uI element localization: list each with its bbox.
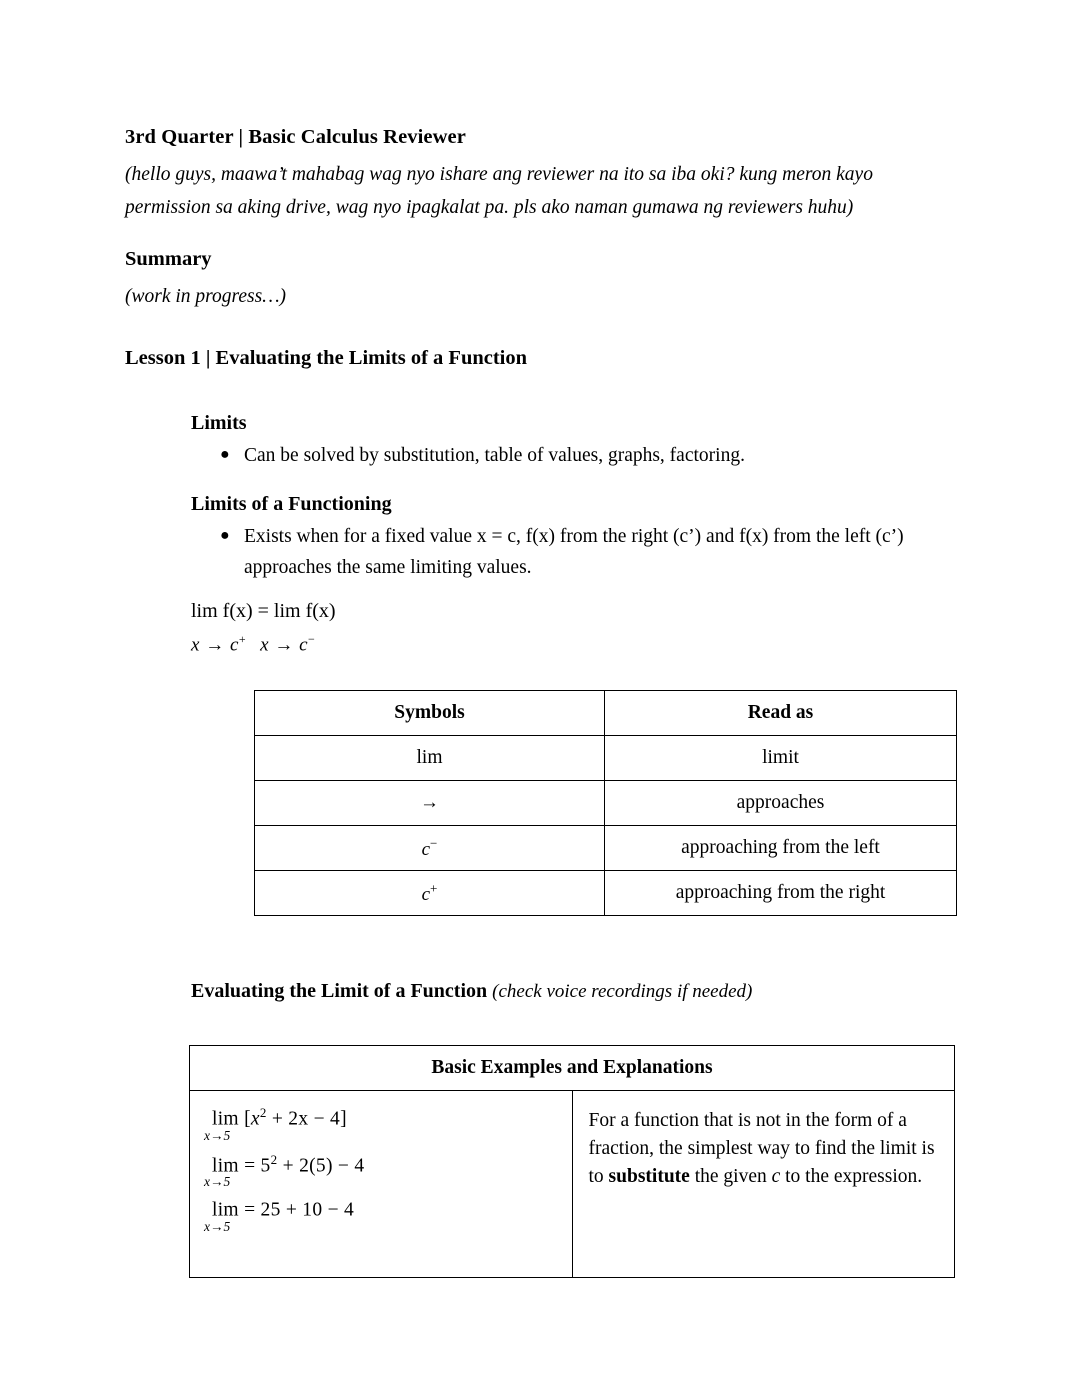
math-line-subscript: x→5 [204,1218,231,1234]
table-row [255,826,957,871]
bullet-icon: ● [220,446,230,463]
summary-heading: Summary [125,248,212,270]
math-line-subscript: x→5 [204,1127,231,1143]
limit-equation-subscripts [191,626,336,658]
limit-left-arrow-icon: → [205,634,225,656]
list-item-label: Can be solved by substitution, table of values, graphs, factoring. [244,445,745,466]
table-header-row [190,1046,955,1091]
author-note: (hello guys, maawa’t mahabag wag nyo ishare ang reviewer na ito sa iba oki? kung meron kayo permission sa aking drive, wag nyo ipagkalat pa. pls ako naman gumawa ng reviewers huhu) [125,164,873,218]
column-header-basic-examples: Basic Examples and Explanations [190,1046,955,1091]
table-row [255,871,957,916]
examples-table [189,1045,955,1278]
limit-left-sign: + [238,632,247,646]
table-row [190,1091,955,1278]
explanation-text-bold: substitute [608,1166,690,1187]
evaluating-heading-note: (check voice recordings if needed) [492,981,753,1002]
table-row [255,781,957,826]
symbol-c-minus: c− [421,835,438,860]
limit-equation-main: lim f(x) = lim f(x) [191,600,336,622]
math-line [204,1105,562,1144]
page-title: 3rd Quarter | Basic Calculus Reviewer [125,126,466,148]
cell-symbol [255,871,605,916]
section-heading-limits: Limits [191,412,247,434]
limit-left-target: c [229,634,239,656]
summary-body: (work in progress…) [125,286,287,307]
limit-right-arrow-icon: → [274,634,294,656]
list-item-label: Exists when for a fixed value x = c, f(x) from the right (c’) and f(x) from the left (c’) approaches the same limiting values. [244,526,904,578]
bullet-icon: ● [220,527,230,544]
limit-equation-block [191,598,336,658]
cell-math-examples [190,1091,573,1278]
evaluating-heading-bold: Evaluating the Limit of a Function [191,980,488,1002]
math-line [204,1196,562,1235]
explanation-text-part1: For a function that is not in the form of a fraction, the simplest way to find the limit is to [588,1110,935,1187]
cell-read-as: approaching from the left [605,826,957,871]
explanation-text-part2: the given [689,1166,772,1187]
math-line-expression: lim = 25 + 10 − 4 [212,1199,355,1221]
math-line-expression: $\lim = 5^2 + 2(5) - 4$ [212,1151,365,1176]
list-item [220,521,935,583]
explanation-text-part3: to the expression. [780,1166,923,1187]
cell-explanation [572,1091,955,1278]
column-header-symbols: Symbols [255,691,605,736]
cell-read-as: approaching from the right [605,871,957,916]
symbols-table [254,690,957,916]
limit-right-sign: − [308,632,316,646]
cell-symbol [255,826,605,871]
symbol-lim: lim [416,747,443,768]
explanation-text-italic: c [771,1166,781,1187]
math-line-subscript: x→5 [204,1174,231,1189]
cell-symbol [255,781,605,826]
math-line [204,1152,562,1191]
evaluating-heading [191,980,752,1003]
table-header-row [255,691,957,736]
limit-left-var: x [191,634,200,656]
lesson-heading: Lesson 1 | Evaluating the Limits of a Function [125,347,528,369]
cell-read-as: limit [605,736,957,781]
list-item [220,440,940,471]
cell-symbol [255,736,605,781]
section-heading-limits-of-a-functioning: Limits of a Functioning [191,493,392,515]
column-header-read-as: Read as [605,691,957,736]
symbol-c-plus: c+ [421,880,438,905]
limit-right-target: c [299,634,309,656]
math-line-expression: $\lim [x^2 + 2x - 4]$ [212,1105,347,1130]
limit-right-var: x [260,634,270,656]
arrow-icon: → [420,792,439,813]
table-row [255,736,957,781]
cell-read-as: approaches [605,781,957,826]
